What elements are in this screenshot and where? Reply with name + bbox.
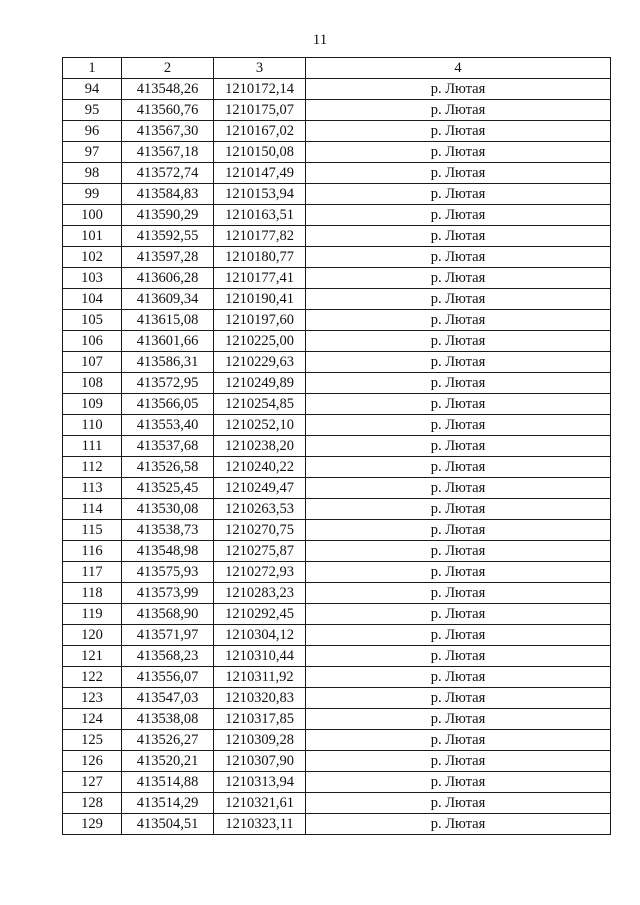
cell-y: 1210238,20	[214, 436, 306, 457]
cell-x: 413586,31	[122, 352, 214, 373]
table-row	[63, 457, 611, 478]
cell-x: 413568,23	[122, 646, 214, 667]
cell-y: 1210283,23	[214, 583, 306, 604]
cell-description: р. Лютая	[306, 142, 611, 163]
cell-x: 413553,40	[122, 415, 214, 436]
cell-x: 413525,45	[122, 478, 214, 499]
cell-point-number: 127	[63, 772, 122, 793]
cell-x: 413573,99	[122, 583, 214, 604]
table-row	[63, 205, 611, 226]
coordinates-table	[62, 57, 611, 835]
cell-point-number: 97	[63, 142, 122, 163]
cell-y: 1210254,85	[214, 394, 306, 415]
cell-description: р. Лютая	[306, 163, 611, 184]
table-row	[63, 100, 611, 121]
cell-description: р. Лютая	[306, 814, 611, 835]
cell-point-number: 106	[63, 331, 122, 352]
cell-y: 1210323,11	[214, 814, 306, 835]
header-cell-y: 3	[214, 58, 306, 79]
table-row	[63, 814, 611, 835]
table-row	[63, 121, 611, 142]
cell-x: 413547,03	[122, 688, 214, 709]
table-row	[63, 772, 611, 793]
table-row	[63, 793, 611, 814]
cell-x: 413572,95	[122, 373, 214, 394]
table-row	[63, 625, 611, 646]
cell-x: 413537,68	[122, 436, 214, 457]
cell-y: 1210263,53	[214, 499, 306, 520]
table-row	[63, 310, 611, 331]
cell-description: р. Лютая	[306, 541, 611, 562]
table-row	[63, 646, 611, 667]
cell-point-number: 119	[63, 604, 122, 625]
cell-point-number: 113	[63, 478, 122, 499]
cell-description: р. Лютая	[306, 478, 611, 499]
cell-description: р. Лютая	[306, 457, 611, 478]
cell-description: р. Лютая	[306, 226, 611, 247]
table-row	[63, 478, 611, 499]
cell-description: р. Лютая	[306, 772, 611, 793]
cell-description: р. Лютая	[306, 373, 611, 394]
page-number: 11	[312, 32, 328, 48]
cell-x: 413568,90	[122, 604, 214, 625]
cell-x: 413504,51	[122, 814, 214, 835]
table-row	[63, 268, 611, 289]
cell-y: 1210252,10	[214, 415, 306, 436]
cell-y: 1210307,90	[214, 751, 306, 772]
table-row	[63, 541, 611, 562]
table-row	[63, 352, 611, 373]
cell-point-number: 102	[63, 247, 122, 268]
cell-description: р. Лютая	[306, 247, 611, 268]
cell-point-number: 105	[63, 310, 122, 331]
table-row	[63, 142, 611, 163]
cell-point-number: 117	[63, 562, 122, 583]
table-row	[63, 688, 611, 709]
cell-y: 1210317,85	[214, 709, 306, 730]
cell-point-number: 116	[63, 541, 122, 562]
cell-point-number: 121	[63, 646, 122, 667]
cell-x: 413538,73	[122, 520, 214, 541]
cell-point-number: 124	[63, 709, 122, 730]
cell-description: р. Лютая	[306, 562, 611, 583]
cell-y: 1210240,22	[214, 457, 306, 478]
cell-y: 1210225,00	[214, 331, 306, 352]
cell-point-number: 123	[63, 688, 122, 709]
cell-description: р. Лютая	[306, 604, 611, 625]
cell-y: 1210275,87	[214, 541, 306, 562]
table-header	[63, 58, 611, 79]
cell-description: р. Лютая	[306, 415, 611, 436]
cell-x: 413526,27	[122, 730, 214, 751]
cell-point-number: 104	[63, 289, 122, 310]
header-row	[63, 58, 611, 79]
cell-x: 413526,58	[122, 457, 214, 478]
cell-y: 1210147,49	[214, 163, 306, 184]
cell-x: 413520,21	[122, 751, 214, 772]
cell-description: р. Лютая	[306, 289, 611, 310]
cell-point-number: 129	[63, 814, 122, 835]
cell-description: р. Лютая	[306, 79, 611, 100]
cell-description: р. Лютая	[306, 667, 611, 688]
cell-point-number: 109	[63, 394, 122, 415]
cell-description: р. Лютая	[306, 583, 611, 604]
cell-y: 1210150,08	[214, 142, 306, 163]
cell-y: 1210304,12	[214, 625, 306, 646]
cell-y: 1210177,41	[214, 268, 306, 289]
cell-point-number: 115	[63, 520, 122, 541]
cell-x: 413538,08	[122, 709, 214, 730]
cell-y: 1210249,89	[214, 373, 306, 394]
cell-x: 413560,76	[122, 100, 214, 121]
cell-point-number: 110	[63, 415, 122, 436]
cell-description: р. Лютая	[306, 436, 611, 457]
table-row	[63, 520, 611, 541]
cell-description: р. Лютая	[306, 751, 611, 772]
table-row	[63, 415, 611, 436]
cell-description: р. Лютая	[306, 121, 611, 142]
cell-description: р. Лютая	[306, 184, 611, 205]
cell-point-number: 111	[63, 436, 122, 457]
cell-description: р. Лютая	[306, 625, 611, 646]
cell-description: р. Лютая	[306, 646, 611, 667]
cell-x: 413606,28	[122, 268, 214, 289]
cell-description: р. Лютая	[306, 205, 611, 226]
cell-point-number: 99	[63, 184, 122, 205]
cell-point-number: 98	[63, 163, 122, 184]
table-row	[63, 394, 611, 415]
cell-description: р. Лютая	[306, 310, 611, 331]
table-row	[63, 499, 611, 520]
cell-x: 413548,26	[122, 79, 214, 100]
table-row	[63, 436, 611, 457]
cell-x: 413592,55	[122, 226, 214, 247]
cell-y: 1210321,61	[214, 793, 306, 814]
cell-point-number: 101	[63, 226, 122, 247]
table-row	[63, 289, 611, 310]
cell-point-number: 125	[63, 730, 122, 751]
cell-description: р. Лютая	[306, 352, 611, 373]
table-row	[63, 583, 611, 604]
cell-y: 1210153,94	[214, 184, 306, 205]
cell-point-number: 108	[63, 373, 122, 394]
cell-point-number: 95	[63, 100, 122, 121]
cell-y: 1210177,82	[214, 226, 306, 247]
cell-description: р. Лютая	[306, 331, 611, 352]
cell-point-number: 118	[63, 583, 122, 604]
cell-x: 413514,88	[122, 772, 214, 793]
cell-description: р. Лютая	[306, 709, 611, 730]
cell-x: 413601,66	[122, 331, 214, 352]
table-row	[63, 79, 611, 100]
cell-x: 413566,05	[122, 394, 214, 415]
table-row	[63, 751, 611, 772]
cell-point-number: 107	[63, 352, 122, 373]
header-cell-point-number: 1	[63, 58, 122, 79]
cell-x: 413597,28	[122, 247, 214, 268]
cell-x: 413530,08	[122, 499, 214, 520]
cell-x: 413572,74	[122, 163, 214, 184]
cell-point-number: 120	[63, 625, 122, 646]
cell-x: 413556,07	[122, 667, 214, 688]
cell-x: 413571,97	[122, 625, 214, 646]
cell-x: 413514,29	[122, 793, 214, 814]
cell-x: 413548,98	[122, 541, 214, 562]
cell-point-number: 114	[63, 499, 122, 520]
cell-point-number: 96	[63, 121, 122, 142]
cell-y: 1210175,07	[214, 100, 306, 121]
cell-y: 1210249,47	[214, 478, 306, 499]
cell-y: 1210197,60	[214, 310, 306, 331]
table-row	[63, 373, 611, 394]
table-row	[63, 667, 611, 688]
cell-description: р. Лютая	[306, 268, 611, 289]
cell-description: р. Лютая	[306, 100, 611, 121]
cell-y: 1210309,28	[214, 730, 306, 751]
cell-y: 1210313,94	[214, 772, 306, 793]
table-row	[63, 331, 611, 352]
cell-description: р. Лютая	[306, 394, 611, 415]
cell-point-number: 103	[63, 268, 122, 289]
cell-point-number: 100	[63, 205, 122, 226]
cell-x: 413567,30	[122, 121, 214, 142]
cell-x: 413609,34	[122, 289, 214, 310]
cell-x: 413590,29	[122, 205, 214, 226]
cell-point-number: 128	[63, 793, 122, 814]
cell-y: 1210292,45	[214, 604, 306, 625]
table-row	[63, 247, 611, 268]
table-row	[63, 226, 611, 247]
cell-y: 1210311,92	[214, 667, 306, 688]
table-row	[63, 604, 611, 625]
cell-description: р. Лютая	[306, 793, 611, 814]
cell-y: 1210272,93	[214, 562, 306, 583]
cell-description: р. Лютая	[306, 520, 611, 541]
cell-x: 413575,93	[122, 562, 214, 583]
header-cell-x: 2	[122, 58, 214, 79]
table-row	[63, 184, 611, 205]
cell-y: 1210320,83	[214, 688, 306, 709]
cell-x: 413584,83	[122, 184, 214, 205]
cell-y: 1210167,02	[214, 121, 306, 142]
cell-y: 1210310,44	[214, 646, 306, 667]
cell-x: 413615,08	[122, 310, 214, 331]
cell-y: 1210229,63	[214, 352, 306, 373]
header-cell-description: 4	[306, 58, 611, 79]
table-body	[63, 79, 611, 835]
table-row	[63, 163, 611, 184]
cell-point-number: 94	[63, 79, 122, 100]
cell-point-number: 126	[63, 751, 122, 772]
table-row	[63, 730, 611, 751]
cell-y: 1210190,41	[214, 289, 306, 310]
cell-description: р. Лютая	[306, 730, 611, 751]
cell-description: р. Лютая	[306, 499, 611, 520]
cell-point-number: 122	[63, 667, 122, 688]
cell-y: 1210172,14	[214, 79, 306, 100]
table-row	[63, 709, 611, 730]
cell-y: 1210270,75	[214, 520, 306, 541]
cell-y: 1210180,77	[214, 247, 306, 268]
cell-y: 1210163,51	[214, 205, 306, 226]
cell-description: р. Лютая	[306, 688, 611, 709]
cell-point-number: 112	[63, 457, 122, 478]
cell-x: 413567,18	[122, 142, 214, 163]
table-row	[63, 562, 611, 583]
